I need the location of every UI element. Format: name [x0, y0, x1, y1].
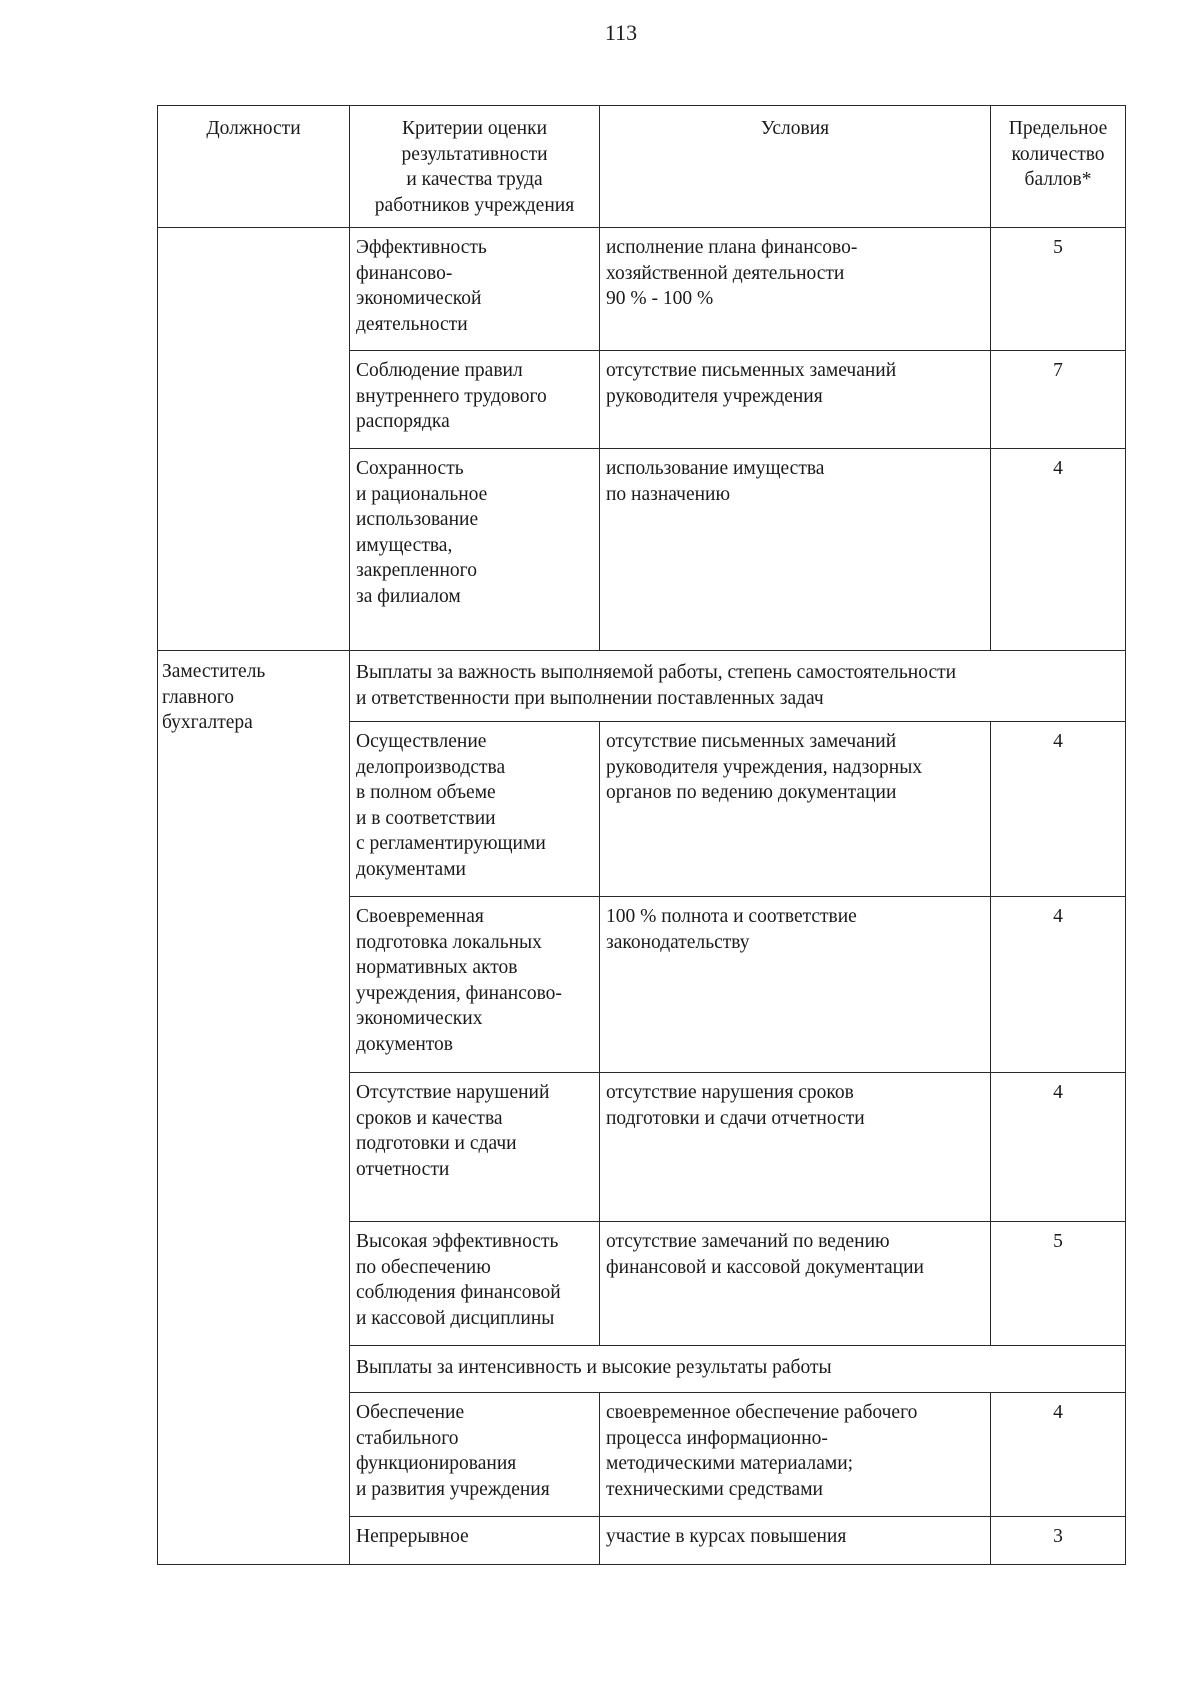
criterion-cell: Сохранность и рациональное использование имущества, закрепленного за филиалом	[350, 449, 600, 651]
condition-cell: отсутствие письменных замечаний руководителя учреждения, надзорных органов по ведению документации	[600, 722, 991, 897]
criterion-cell: Обеспечение стабильного функционирования и развития учреждения	[350, 1393, 600, 1517]
points-cell: 3	[991, 1517, 1126, 1565]
condition-cell: отсутствие нарушения сроков подготовки и сдачи отчетности	[600, 1073, 991, 1222]
condition-cell: использование имущества по назначению	[600, 449, 991, 651]
position-cell-empty	[158, 228, 350, 651]
points-cell: 5	[991, 1222, 1126, 1346]
points-cell: 7	[991, 351, 1126, 449]
condition-cell: 100 % полнота и соответствие законодательству	[600, 897, 991, 1073]
page-number: 113	[604, 20, 638, 45]
criteria-table	[157, 105, 1126, 1565]
criterion-cell: Непрерывное	[350, 1517, 600, 1565]
criterion-cell: Отсутствие нарушений сроков и качества подготовки и сдачи отчетности	[350, 1073, 600, 1222]
condition-cell: участие в курсах повышения	[600, 1517, 991, 1565]
section-row	[158, 651, 1126, 722]
points-cell: 5	[991, 228, 1126, 351]
section-title: Выплаты за важность выполняемой работы, степень самостоятельности и ответственности при выполнении поставленных задач	[350, 651, 1126, 722]
header-criteria: Критерии оценки результативности и качества труда работников учреждения	[350, 106, 600, 228]
criterion-cell: Соблюдение правил внутреннего трудового распорядка	[350, 351, 600, 449]
points-cell: 4	[991, 1073, 1126, 1222]
criterion-cell: Эффективность финансово- экономической деятельности	[350, 228, 600, 351]
condition-cell: исполнение плана финансово- хозяйственной деятельности 90 % - 100 %	[600, 228, 991, 351]
condition-cell: своевременное обеспечение рабочего процесса информационно- методическими материалами; техническими средствами	[600, 1393, 991, 1517]
condition-cell: отсутствие замечаний по ведению финансовой и кассовой документации	[600, 1222, 991, 1346]
points-cell: 4	[991, 1393, 1126, 1517]
points-cell: 4	[991, 722, 1126, 897]
table-header-row	[158, 106, 1126, 228]
condition-cell: отсутствие письменных замечаний руководителя учреждения	[600, 351, 991, 449]
criterion-cell: Своевременная подготовка локальных нормативных актов учреждения, финансово- экономических документов	[350, 897, 600, 1073]
table-row	[158, 228, 1126, 351]
header-conditions: Условия	[600, 106, 991, 228]
section-title: Выплаты за интенсивность и высокие результаты работы	[350, 1346, 1126, 1393]
points-cell: 4	[991, 897, 1126, 1073]
points-cell: 4	[991, 449, 1126, 651]
position-cell: Заместитель главного бухгалтера	[158, 651, 350, 1565]
header-position: Должности	[158, 106, 350, 228]
header-max-points: Предельное количество баллов*	[991, 106, 1126, 228]
criterion-cell: Осуществление делопроизводства в полном объеме и в соответствии с регламентирующими документами	[350, 722, 600, 897]
criterion-cell: Высокая эффективность по обеспечению соблюдения финансовой и кассовой дисциплины	[350, 1222, 600, 1346]
